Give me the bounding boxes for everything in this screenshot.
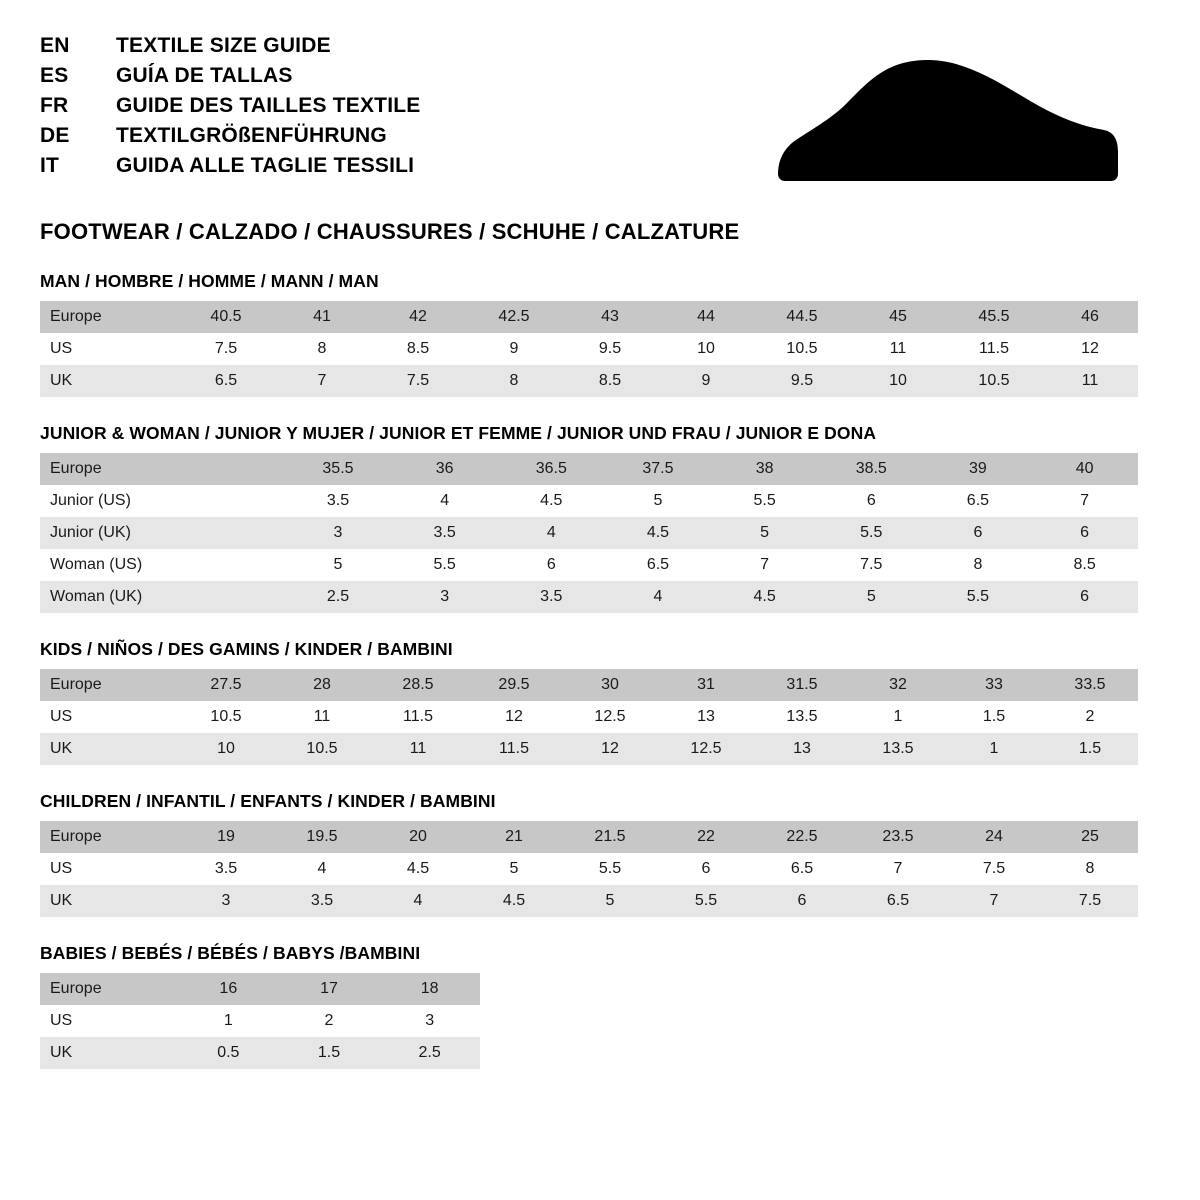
cell: 7: [711, 549, 818, 581]
language-code: DE: [40, 124, 70, 147]
cell: 9.5: [562, 333, 658, 365]
cell: 6: [925, 517, 1032, 549]
row-label: Junior (US): [40, 485, 178, 517]
cell: 36: [391, 453, 498, 485]
cell: 5.5: [562, 853, 658, 885]
cell: 40: [1031, 453, 1138, 485]
cell: 46: [1042, 301, 1138, 333]
cell: 10.5: [946, 365, 1042, 397]
cell: 6: [658, 853, 754, 885]
size-table-kids: [40, 669, 1138, 765]
cell: 29.5: [466, 669, 562, 701]
cell: 21: [466, 821, 562, 853]
cell: 39: [925, 453, 1032, 485]
cell: 4.5: [498, 485, 605, 517]
section-children: [40, 791, 1160, 917]
cell: 44.5: [754, 301, 850, 333]
row-label: US: [40, 701, 178, 733]
row-label: Woman (US): [40, 549, 178, 581]
cell: 3.5: [274, 885, 370, 917]
cell: 31.5: [754, 669, 850, 701]
cell: [178, 453, 285, 485]
cell: 28: [274, 669, 370, 701]
cell: 33.5: [1042, 669, 1138, 701]
section-title: BABIES / BEBÉS / BÉBÉS / BABYS /BAMBINI: [40, 943, 421, 963]
cell: 16: [178, 973, 279, 1005]
cell: 10: [658, 333, 754, 365]
cell: 3: [391, 581, 498, 613]
cell: 5: [605, 485, 712, 517]
row-label: Europe: [40, 301, 178, 333]
cell: 4: [391, 485, 498, 517]
cell: 6.5: [605, 549, 712, 581]
cell: 4: [605, 581, 712, 613]
cell: 1: [850, 701, 946, 733]
language-code: FR: [40, 94, 69, 117]
cell: 18: [379, 973, 480, 1005]
size-table-man: [40, 301, 1138, 397]
cell: 6: [1031, 581, 1138, 613]
cell: 1.5: [279, 1037, 380, 1069]
cell: 1.5: [1042, 733, 1138, 765]
cell: 11: [274, 701, 370, 733]
table-row: [40, 549, 1138, 581]
footwear-category-title: FOOTWEAR / CALZADO / CHAUSSURES / SCHUHE / CALZATURE: [40, 219, 740, 244]
cell: 28.5: [370, 669, 466, 701]
cell: 8.5: [1031, 549, 1138, 581]
language-row: [40, 94, 420, 118]
cell: 11.5: [370, 701, 466, 733]
cell: 36.5: [498, 453, 605, 485]
table-row: [40, 517, 1138, 549]
cell: 9: [466, 333, 562, 365]
cell: 3.5: [285, 485, 392, 517]
cell: 4.5: [605, 517, 712, 549]
cell: 23.5: [850, 821, 946, 853]
section-man: [40, 271, 1160, 397]
table-row: [40, 581, 1138, 613]
cell: 5.5: [925, 581, 1032, 613]
cell: 5.5: [658, 885, 754, 917]
cell: 7.5: [370, 365, 466, 397]
cell: 41: [274, 301, 370, 333]
language-code: EN: [40, 34, 70, 57]
cell: 11.5: [466, 733, 562, 765]
cell: 7: [946, 885, 1042, 917]
cell: 2.5: [379, 1037, 480, 1069]
table-row: [40, 669, 1138, 701]
cell: 11: [370, 733, 466, 765]
cell: 7: [1031, 485, 1138, 517]
cell: 42: [370, 301, 466, 333]
cell: 9: [658, 365, 754, 397]
cell: 5: [285, 549, 392, 581]
row-label: Europe: [40, 821, 178, 853]
cell: [178, 485, 285, 517]
cell: 0.5: [178, 1037, 279, 1069]
cell: 6: [754, 885, 850, 917]
cell: 45.5: [946, 301, 1042, 333]
section-junior-woman: [40, 423, 1160, 613]
table-row: [40, 301, 1138, 333]
dress-shoe-icon: [770, 56, 1120, 191]
cell: 4: [498, 517, 605, 549]
row-label: US: [40, 853, 178, 885]
language-row: [40, 154, 420, 178]
cell: 4: [370, 885, 466, 917]
language-row: [40, 64, 420, 88]
cell: 5: [466, 853, 562, 885]
size-table-babies: [40, 973, 480, 1069]
cell: 6.5: [178, 365, 274, 397]
section-kids: [40, 639, 1160, 765]
cell: 3.5: [391, 517, 498, 549]
table-row: [40, 973, 480, 1005]
cell: 12.5: [562, 701, 658, 733]
cell: 11.5: [946, 333, 1042, 365]
cell: 44: [658, 301, 754, 333]
cell: 32: [850, 669, 946, 701]
table-row: [40, 733, 1138, 765]
cell: 8: [1042, 853, 1138, 885]
cell: 6: [818, 485, 925, 517]
row-label: US: [40, 333, 178, 365]
cell: 5: [711, 517, 818, 549]
table-row: [40, 1037, 480, 1069]
language-row: [40, 124, 420, 148]
cell: 43: [562, 301, 658, 333]
cell: 4: [274, 853, 370, 885]
cell: [178, 549, 285, 581]
cell: 5: [562, 885, 658, 917]
cell: 6: [498, 549, 605, 581]
cell: 9.5: [754, 365, 850, 397]
cell: 35.5: [285, 453, 392, 485]
cell: 5.5: [711, 485, 818, 517]
cell: 11: [850, 333, 946, 365]
cell: 1.5: [946, 701, 1042, 733]
cell: 2: [1042, 701, 1138, 733]
cell: 8: [274, 333, 370, 365]
cell: 3.5: [178, 853, 274, 885]
cell: 38: [711, 453, 818, 485]
row-label: UK: [40, 365, 178, 397]
language-title: TEXTILGRÖßENFÜHRUNG: [116, 124, 387, 147]
cell: 1: [178, 1005, 279, 1037]
cell: 4.5: [711, 581, 818, 613]
size-table-children: [40, 821, 1138, 917]
cell: 22.5: [754, 821, 850, 853]
cell: 10: [850, 365, 946, 397]
row-label: UK: [40, 1037, 178, 1069]
row-label: Europe: [40, 973, 178, 1005]
cell: 6.5: [850, 885, 946, 917]
row-label: Europe: [40, 669, 178, 701]
cell: 7.5: [818, 549, 925, 581]
row-label: Junior (UK): [40, 517, 178, 549]
cell: 2: [279, 1005, 380, 1037]
language-title: GUIDE DES TAILLES TEXTILE: [116, 94, 421, 117]
row-label: Europe: [40, 453, 178, 485]
table-row: [40, 485, 1138, 517]
cell: 19.5: [274, 821, 370, 853]
cell: 37.5: [605, 453, 712, 485]
cell: 6: [1031, 517, 1138, 549]
cell: 7: [274, 365, 370, 397]
cell: 25: [1042, 821, 1138, 853]
cell: 3: [178, 885, 274, 917]
language-row: [40, 34, 420, 58]
cell: 17: [279, 973, 380, 1005]
cell: 10.5: [274, 733, 370, 765]
language-title: TEXTILE SIZE GUIDE: [116, 34, 331, 57]
section-babies: [40, 943, 1160, 1069]
cell: 6.5: [925, 485, 1032, 517]
cell: 2.5: [285, 581, 392, 613]
cell: 12: [466, 701, 562, 733]
cell: 31: [658, 669, 754, 701]
table-row: [40, 365, 1138, 397]
cell: 13.5: [850, 733, 946, 765]
cell: 7: [850, 853, 946, 885]
cell: 5: [818, 581, 925, 613]
language-code: IT: [40, 154, 60, 177]
section-title: CHILDREN / INFANTIL / ENFANTS / KINDER / BAMBINI: [40, 791, 496, 811]
row-label: Woman (UK): [40, 581, 178, 613]
row-label: US: [40, 1005, 178, 1037]
language-title: GUIDA ALLE TAGLIE TESSILI: [116, 154, 415, 177]
cell: 10.5: [178, 701, 274, 733]
cell: 8.5: [370, 333, 466, 365]
section-title: KIDS / NIÑOS / DES GAMINS / KINDER / BAMBINI: [40, 639, 453, 659]
cell: 21.5: [562, 821, 658, 853]
cell: [178, 517, 285, 549]
table-row: [40, 333, 1138, 365]
table-row: [40, 853, 1138, 885]
row-label: UK: [40, 733, 178, 765]
row-label: UK: [40, 885, 178, 917]
cell: 4.5: [370, 853, 466, 885]
cell: 8: [925, 549, 1032, 581]
cell: 42.5: [466, 301, 562, 333]
cell: 7.5: [178, 333, 274, 365]
cell: 11: [1042, 365, 1138, 397]
cell: 7.5: [1042, 885, 1138, 917]
table-row: [40, 1005, 480, 1037]
cell: 12: [1042, 333, 1138, 365]
cell: 30: [562, 669, 658, 701]
cell: 12.5: [658, 733, 754, 765]
cell: 1: [946, 733, 1042, 765]
cell: 4.5: [466, 885, 562, 917]
section-title: JUNIOR & WOMAN / JUNIOR Y MUJER / JUNIOR ET FEMME / JUNIOR UND FRAU / JUNIOR E DONA: [40, 423, 877, 443]
cell: 24: [946, 821, 1042, 853]
cell: 22: [658, 821, 754, 853]
language-code: ES: [40, 64, 69, 87]
cell: 40.5: [178, 301, 274, 333]
cell: 12: [562, 733, 658, 765]
cell: 27.5: [178, 669, 274, 701]
cell: 3.5: [498, 581, 605, 613]
cell: 10.5: [754, 333, 850, 365]
language-title: GUÍA DE TALLAS: [116, 64, 293, 87]
table-row: [40, 453, 1138, 485]
table-row: [40, 701, 1138, 733]
cell: 6.5: [754, 853, 850, 885]
cell: 13: [754, 733, 850, 765]
cell: 13.5: [754, 701, 850, 733]
cell: 3: [285, 517, 392, 549]
header: [40, 34, 1160, 191]
section-title: MAN / HOMBRE / HOMME / MANN / MAN: [40, 271, 379, 291]
cell: 7.5: [946, 853, 1042, 885]
cell: 19: [178, 821, 274, 853]
cell: 45: [850, 301, 946, 333]
language-title-list: [40, 34, 420, 184]
cell: 5.5: [818, 517, 925, 549]
cell: 33: [946, 669, 1042, 701]
cell: [178, 581, 285, 613]
cell: 13: [658, 701, 754, 733]
table-row: [40, 885, 1138, 917]
cell: 20: [370, 821, 466, 853]
cell: 5.5: [391, 549, 498, 581]
table-row: [40, 821, 1138, 853]
cell: 10: [178, 733, 274, 765]
cell: 3: [379, 1005, 480, 1037]
cell: 8.5: [562, 365, 658, 397]
cell: 8: [466, 365, 562, 397]
cell: 38.5: [818, 453, 925, 485]
size-table-junior-woman: [40, 453, 1138, 613]
